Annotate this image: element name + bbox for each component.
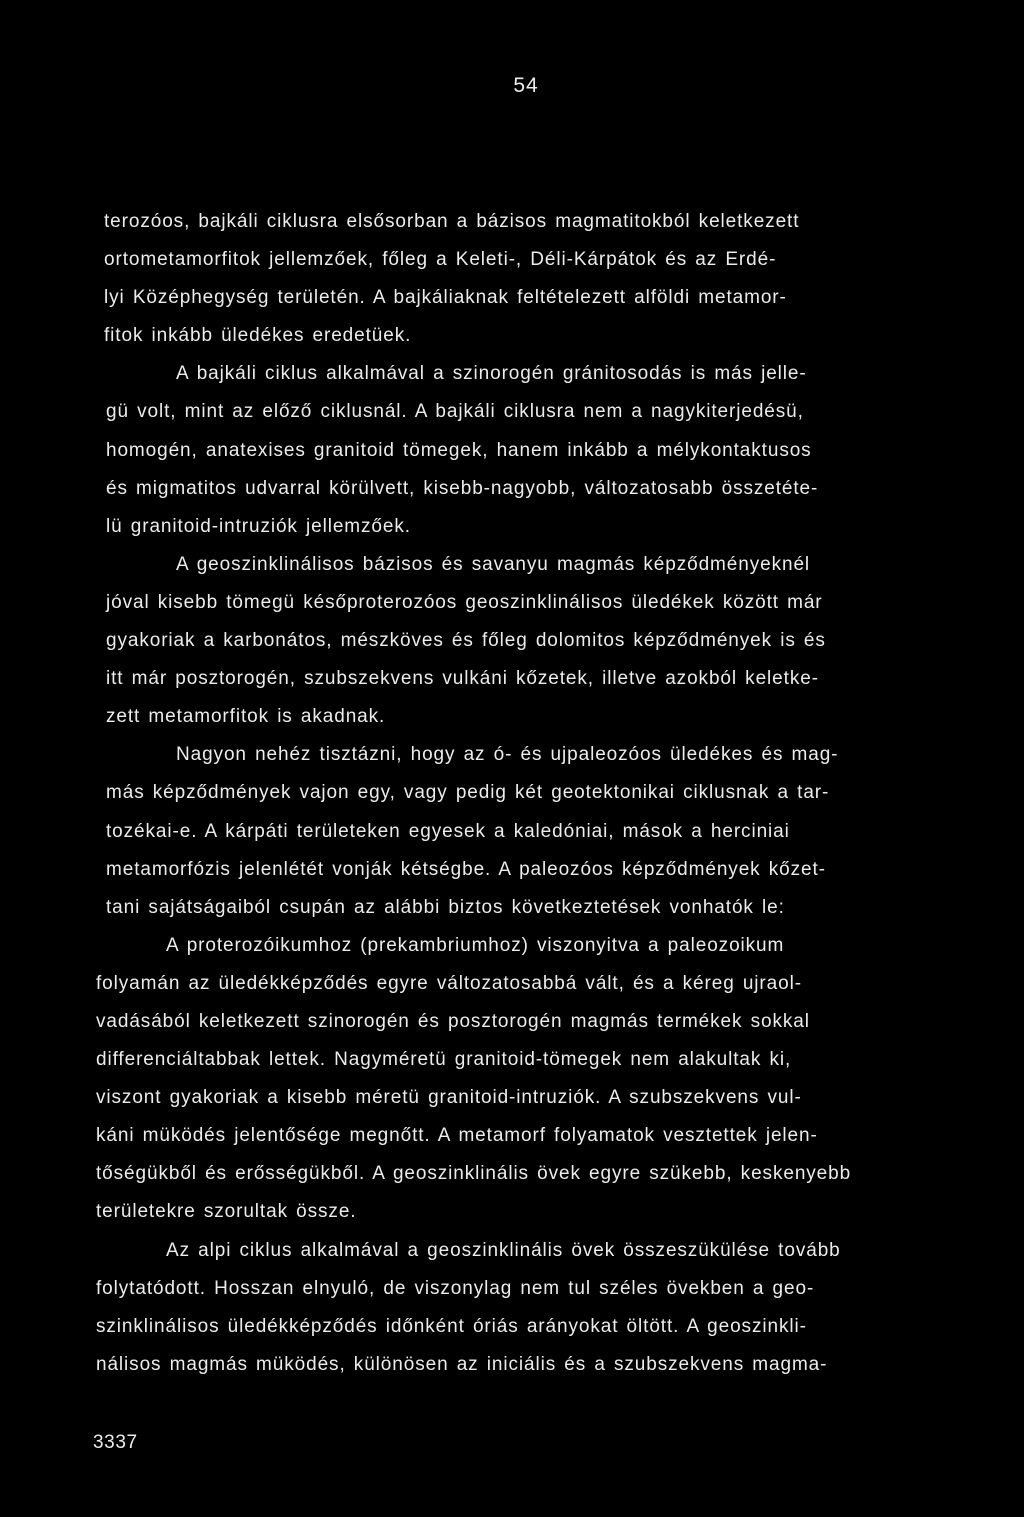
text-line: differenciáltabbak lettek. Nagyméretü granitoid-tömegek nem alakultak ki,	[96, 1049, 792, 1071]
text-line: A proterozóikumhoz (prekambriumhoz) viszonyitva a paleozoikum	[166, 934, 785, 956]
text-line: káni müködés jelentősége megnőtt. A metamorf folyamatok vesztettek jelen-	[96, 1125, 818, 1147]
text-line: tőségükből és erősségükből. A geoszinklinális övek egyre szükebb, keskenyebb	[96, 1163, 852, 1185]
text-line: viszont gyakoriak a kisebb méretü granitoid-intruziók. A szubszekvens vul-	[96, 1087, 802, 1109]
text-line: metamorfózis jelenlétét vonják kétségbe. A paleozóos képződmények kőzet-	[106, 858, 826, 880]
page-number: 54	[513, 74, 539, 97]
text-line: terozóos, bajkáli ciklusra elsősorban a bázisos magmatitokból keletkezett	[104, 211, 800, 232]
paragraph-2	[106, 355, 926, 545]
text-line: nálisos magmás müködés, különösen az iniciális és a szubszekvens magma-	[96, 1353, 828, 1375]
text-line: tozékai-e. A kárpáti területeken egyesek a kaledóniai, mások a herciniai	[106, 820, 790, 842]
text-line: területekre szorultak össze.	[96, 1201, 357, 1223]
text-line: homogén, anatexises granitoid tömegek, hanem inkább a mélykontaktusos	[106, 439, 812, 461]
text-line: gü volt, mint az előző ciklusnál. A bajkáli ciklusra nem a nagykiterjedésü,	[106, 401, 804, 423]
text-line: lü granitoid-intruziók jellemzőek.	[106, 515, 411, 537]
text-line: A bajkáli ciklus alkalmával a szinorogén gránitosodás is más jelle-	[176, 363, 807, 385]
text-line: Nagyon nehéz tisztázni, hogy az ó- és ujpaleozóos üledékes és mag-	[176, 744, 839, 766]
paragraph-6	[96, 1232, 926, 1384]
text-line: tani sajátságaiból csupán az alábbi biztos következtetések vonhatók le:	[106, 896, 785, 918]
text-line: A geoszinklinálisos bázisos és savanyu magmás képződményeknél	[176, 553, 811, 575]
body-text	[96, 203, 926, 1384]
text-line: ortometamorfitok jellemzőek, főleg a Keleti-, Déli-Kárpátok és az Erdé-	[104, 249, 777, 271]
text-line: vadásából keletkezett szinorogén és posztorogén magmás termékek sokkal	[96, 1010, 810, 1032]
text-line: folyamán az üledékképződés egyre változatosabbá vált, és a kéreg ujraol-	[96, 972, 802, 994]
text-line: gyakoriak a karbonátos, mészköves és főleg dolomitos képződmények is és	[106, 630, 826, 652]
paragraph-3	[106, 546, 926, 736]
paragraph-4	[106, 736, 926, 926]
text-line: folytatódott. Hosszan elnyuló, de viszonylag nem tul széles övekben a geo-	[96, 1277, 815, 1299]
text-line: lyi Középhegység területén. A bajkáliaknak feltételezett alföldi metamor-	[104, 287, 787, 309]
paragraph-1	[104, 203, 926, 355]
text-line: zett metamorfitok is akadnak.	[106, 706, 386, 728]
text-line: szinklinálisos üledékképződés időnként óriás arányokat öltött. A geoszinkli-	[96, 1315, 807, 1337]
text-line: Az alpi ciklus alkalmával a geoszinklinális övek összeszükülése tovább	[166, 1239, 841, 1261]
paragraph-5	[96, 927, 926, 1232]
footer-code: 3337	[93, 1432, 138, 1453]
text-line: jóval kisebb tömegü későproterozóos geoszinklinálisos üledékek között már	[106, 591, 823, 613]
text-line: fitok inkább üledékes eredetüek.	[104, 325, 412, 347]
text-line: és migmatitos udvarral körülvett, kisebb-nagyobb, változatosabb összetéte-	[106, 477, 819, 499]
text-line: itt már posztorogén, szubszekvens vulkáni kőzetek, illetve azokból keletke-	[106, 668, 819, 690]
text-line: más képződmények vajon egy, vagy pedig két geotektonikai ciklusnak a tar-	[106, 782, 830, 804]
